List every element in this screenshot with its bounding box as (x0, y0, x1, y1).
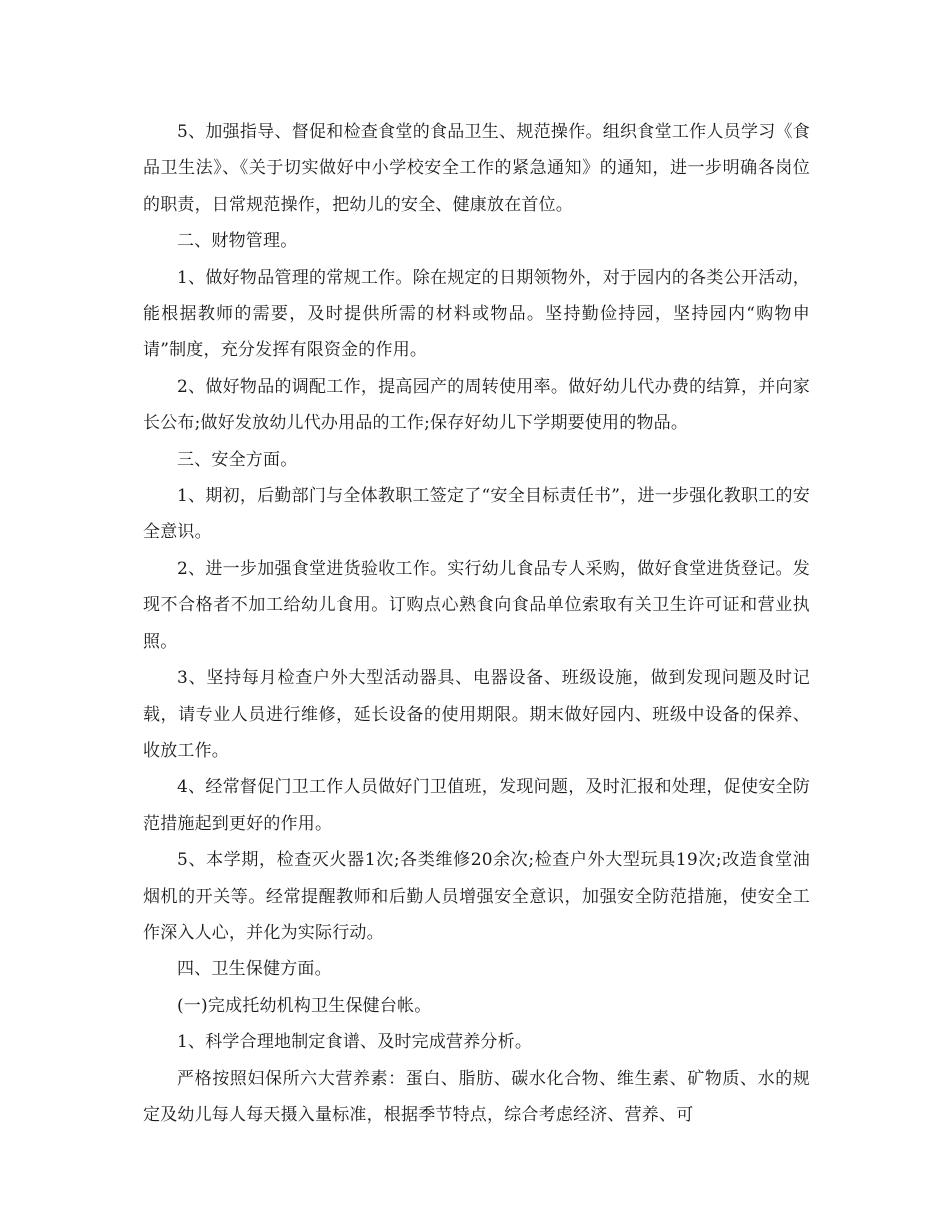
paragraph-purchase-inspection: 2、进一步加强食堂进货验收工作。实行幼儿食品专人采购，做好食堂进货登记。发现不合格者不加工给幼儿食用。订购点心熟食向食品单位索取有关卫生许可证和营业执照。 (143, 558, 810, 652)
paragraph-semester-safety-summary: 5、本学期，检查灭火器1次;各类维修20余次;检查户外大型玩具19次;改造食堂油烟机的开关等。经常提醒教师和后勤人员增强安全意识，加强安全防范措施，使安全工作深入人心，并化为实际行动。 (143, 850, 810, 943)
paragraph-nutrition-standards: 严格按照妇保所六大营养素：蛋白、脂肪、碳水化合物、维生素、矿物质、水的规定及幼儿每人每天摄入量标准，根据季节特点，综合考虑经济、营养、可 (143, 1068, 810, 1125)
heading-health-care: 四、卫生保健方面。 (177, 959, 332, 980)
paragraph-item-management: 1、做好物品管理的常规工作。除在规定的日期领物外，对于园内的各类公开活动，能根据教师的需要，及时提供所需的材料或物品。坚持勤俭持园，坚持园内“购物申请”制度，充分发挥有限资金的作用。 (143, 267, 810, 361)
heading-safety: 三、安全方面。 (177, 449, 298, 470)
heading-property-management: 二、财物管理。 (177, 231, 298, 252)
document-body (143, 114, 810, 1133)
paragraph-menu-planning: 1、科学合理地制定食谱、及时完成营养分析。 (177, 1032, 533, 1053)
paragraph-item-allocation: 2、做好物品的调配工作，提高园产的周转使用率。做好幼儿代办费的结算，并向家长公布;做好发放幼儿代办用品的工作;保存好幼儿下学期要使用的物品。 (143, 376, 810, 434)
paragraph-guard-duty: 4、经常督促门卫工作人员做好门卫值班，发现问题，及时汇报和处理，促使安全防范措施起到更好的作用。 (143, 777, 810, 834)
paragraph-equipment-check: 3、坚持每月检查户外大型活动器具、电器设备、班级设施，做到发现问题及时记载，请专业人员进行维修，延长设备的使用期限。期末做好园内、班级中设备的保养、收放工作。 (143, 668, 810, 761)
subheading-health-ledger: (一)完成托幼机构卫生保健台帐。 (177, 995, 432, 1016)
paragraph-safety-responsibility: 1、期初，后勤部门与全体教职工签定了“安全目标责任书”，进一步强化教职工的安全意识。 (143, 486, 810, 543)
paragraph-food-hygiene: 5、加强指导、督促和检查食堂的食品卫生、规范操作。组织食堂工作人员学习《食品卫生法》、《关于切实做好中小学校安全工作的紧急通知》的通知，进一步明确各岗位的职责，日常规范操作，把幼儿的安全、健康放在首位。 (143, 122, 810, 215)
